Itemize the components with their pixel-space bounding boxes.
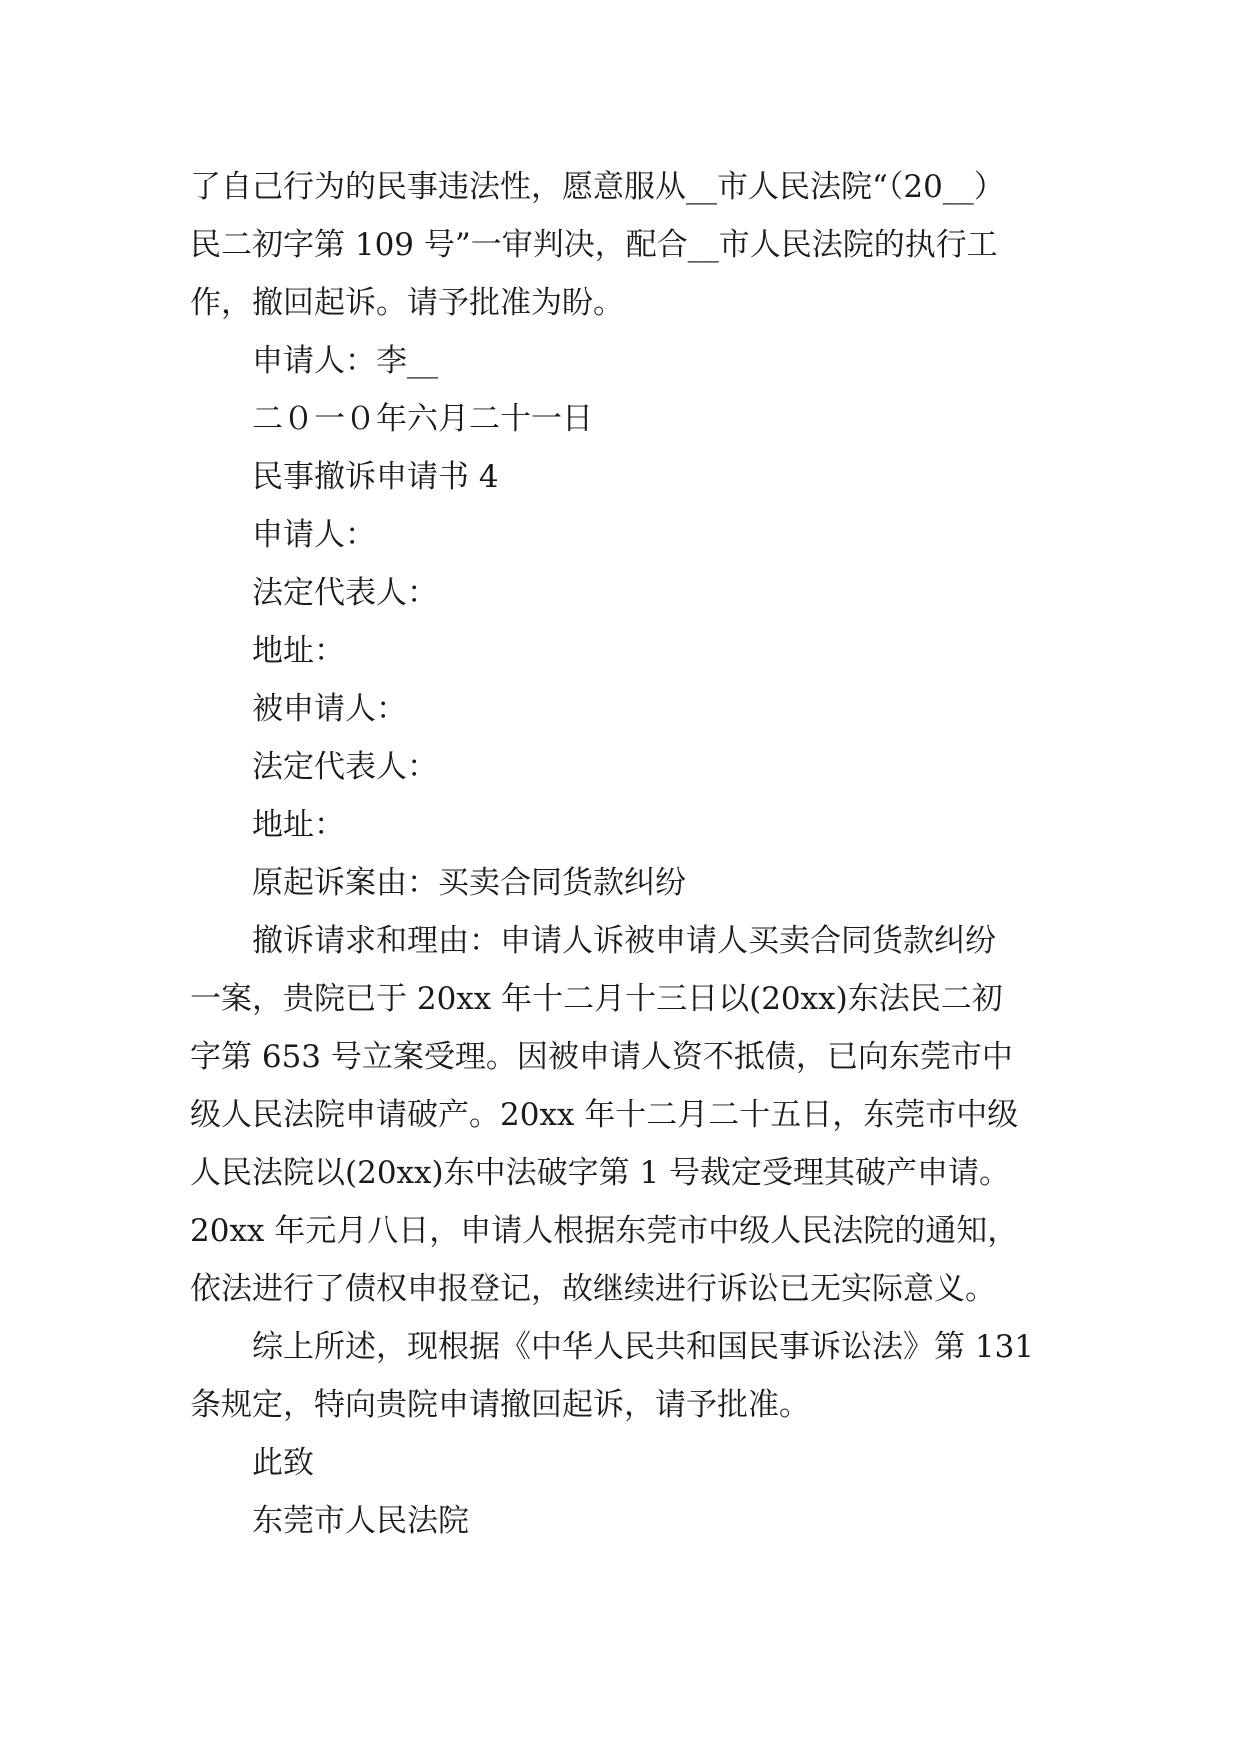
court-name: 东莞市人民法院 <box>252 1503 469 1539</box>
text-line: 人民法院以(20xx)东中法破字第 1 号裁定受理其破产申请。 <box>190 1155 1011 1191</box>
text-line: 民二初字第 109 号”一审判决，配合__市人民法院的执行工 <box>190 227 998 263</box>
case-cause: 原起诉案由：买卖合同货款纠纷 <box>252 865 686 901</box>
text-line: 作，撤回起诉。请予批准为盼。 <box>190 285 624 321</box>
document-page <box>190 158 1052 1550</box>
respondent-legal-representative-label: 法定代表人： <box>252 749 438 785</box>
date-line: 二０一０年六月二十一日 <box>252 401 593 437</box>
respondent-label: 被申请人： <box>252 691 407 727</box>
text-line: 依法进行了债权申报登记，故继续进行诉讼已无实际意义。 <box>190 1271 996 1307</box>
text-line: 综上所述，现根据《中华人民共和国民事诉讼法》第 131 <box>252 1329 1035 1365</box>
legal-representative-label: 法定代表人： <box>252 575 438 611</box>
applicant-label: 申请人： <box>252 517 376 553</box>
text-line: 条规定，特向贵院申请撤回起诉，请予批准。 <box>190 1387 810 1423</box>
text-line: 一案，贵院已于 20xx 年十二月十三日以(20xx)东法民二初 <box>190 981 1003 1017</box>
text-line: 了自己行为的民事违法性，愿意服从__市人民法院“（20__） <box>190 169 1005 205</box>
section-title: 民事撤诉申请书 4 <box>252 459 499 495</box>
text-line: 字第 653 号立案受理。因被申请人资不抵债，已向东莞市中 <box>190 1039 1013 1075</box>
applicant-signature: 申请人：李__ <box>252 343 438 379</box>
text-line: 撤诉请求和理由：申请人诉被申请人买卖合同货款纠纷 <box>252 923 996 959</box>
respondent-address-label: 地址： <box>252 807 345 843</box>
text-line: 20xx 年元月八日，申请人根据东莞市中级人民法院的通知， <box>190 1213 1019 1249</box>
text-line: 级人民法院申请破产。20xx 年十二月二十五日，东莞市中级 <box>190 1097 1019 1133</box>
address-label: 地址： <box>252 633 345 669</box>
salutation: 此致 <box>252 1445 314 1481</box>
